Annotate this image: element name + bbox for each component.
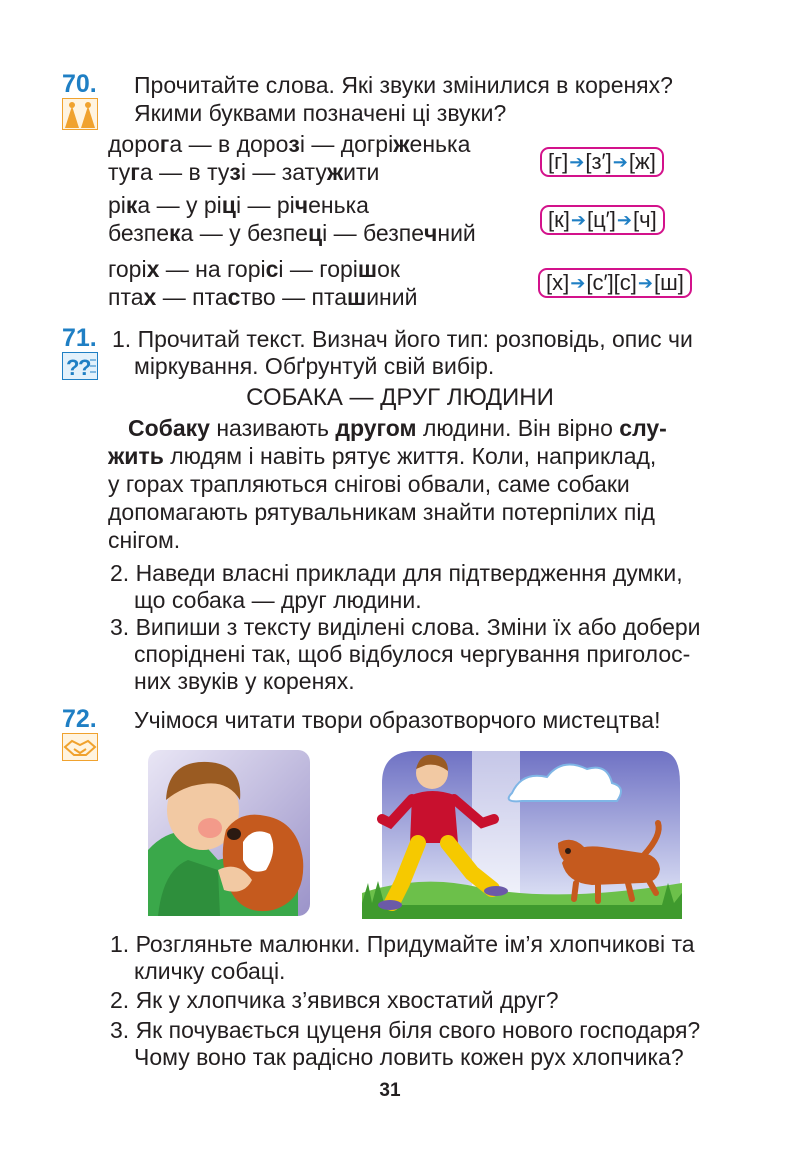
question-icon [62, 352, 98, 380]
svg-text:?: ? [78, 355, 92, 380]
sound-chain-2: [к] ➔ [ц′] ➔ [ч] [540, 205, 665, 235]
exercise-72-number: 72. [62, 705, 97, 733]
arrow-right-icon: ➔ [570, 273, 586, 293]
exercise-72-q1-line2: кличку собаці. [134, 958, 286, 984]
arrow-right-icon: ➔ [637, 273, 653, 293]
exercise-71-task1-line1: 1. Прочитай текст. Визнач його тип: розповідь, опис чи [112, 326, 693, 352]
paragraph-line-4: допомагають рятувальникам знайти потерпілих під [108, 499, 655, 525]
svg-text:?: ? [66, 355, 80, 380]
word-row-6: птах — птаство — пташиний [108, 284, 418, 310]
text-title: СОБАКА — ДРУГ ЛЮДИНИ [246, 384, 554, 411]
page-number: 31 [379, 1080, 401, 1101]
exercise-71-task2-line1: 2. Наведи власні приклади для підтвердження думки, [110, 560, 683, 586]
exercise-72-q3-line2: Чому воно так радісно ловить кожен рух хлопчика? [134, 1044, 684, 1070]
exercise-71-task2-line2: що собака — друг людини. [134, 587, 422, 613]
exercise-72-q2: 2. Як у хлопчика з’явився хвостатий друг? [110, 987, 559, 1013]
handshake-icon [62, 733, 98, 761]
exercise-71-task3-line1: 3. Випиши з тексту виділені слова. Зміни їх або добери [110, 614, 701, 640]
exercise-70-task-line2: Якими буквами позначені ці звуки? [134, 100, 507, 126]
sound-chain-1: [г] ➔ [з′] ➔ [ж] [540, 147, 664, 177]
exercise-70-task-line1: Прочитайте слова. Які звуки змінилися в коренях? [134, 72, 673, 98]
word-row-2: туга — в тузі — затужити [108, 159, 380, 185]
word-row-1: дорога — в дорозі — догріженька [108, 131, 471, 157]
pair-work-icon [62, 98, 98, 130]
paragraph-line-2: жить людям і навіть рятує життя. Коли, наприклад, [108, 443, 657, 469]
paragraph-line-1: Собаку називають другом людини. Він вірно слу- [128, 415, 667, 441]
exercise-71-task3-line3: них звуків у коренях. [134, 668, 355, 694]
paragraph-line-5: снігом. [108, 527, 181, 553]
arrow-right-icon: ➔ [616, 210, 632, 230]
paragraph-line-3: у горах трапляються снігові обвали, саме собаки [108, 471, 630, 497]
exercise-70-number: 70. [62, 70, 97, 98]
exercise-72-q1-line1: 1. Розгляньте малюнки. Придумайте ім’я хлопчикові та [110, 931, 695, 957]
exercise-72-q3-line1: 3. Як почувається цуценя біля свого нового господаря? [110, 1017, 701, 1043]
word-row-4: безпека — у безпеці — безпечний [108, 220, 476, 246]
boy-running-with-dog-illustration [362, 743, 682, 924]
arrow-right-icon: ➔ [570, 210, 586, 230]
arrow-right-icon: ➔ [612, 152, 628, 172]
exercise-71-task1-line2: міркування. Обґрунтуй свій вибір. [134, 353, 495, 379]
exercise-71-task3-line2: споріднені так, щоб відбулося чергування приголос- [134, 641, 691, 667]
exercise-72-task: Учімося читати твори образотворчого мистецтва! [134, 707, 661, 733]
boy-hugging-puppy-illustration [148, 750, 310, 921]
word-row-3: ріка — у ріці — річенька [108, 192, 369, 218]
word-row-5: горіх — на горісі — горішок [108, 256, 400, 282]
exercise-71-number: 71. [62, 324, 97, 352]
arrow-right-icon: ➔ [569, 152, 585, 172]
sound-chain-3: [х] ➔ [с′][с] ➔ [ш] [538, 268, 692, 298]
